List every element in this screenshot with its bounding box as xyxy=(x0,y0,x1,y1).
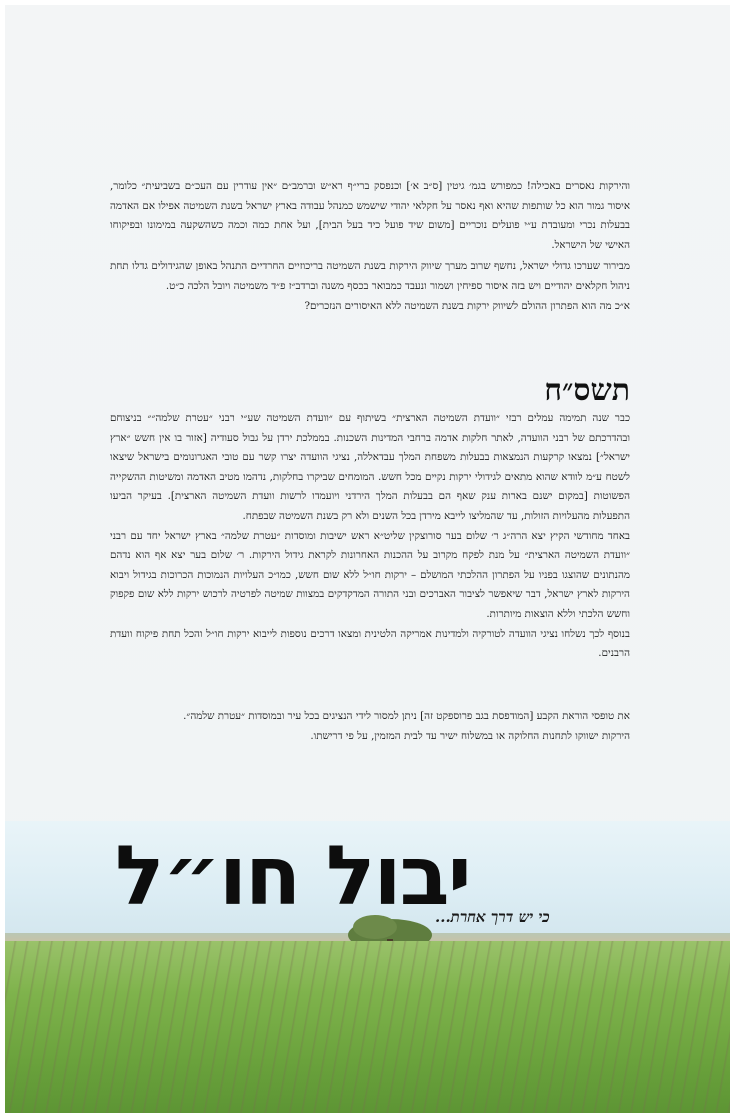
banner-tagline: כי יש דרך אחרת... xyxy=(435,908,550,926)
section-paragraph-1: כבר שנה תמימה עמלים רבזי ״וועדת השמיטה הארצית״ בשיתוף עם ״וועדת השמיטה שע״י רבני ״עטרת שלמה״״ בניצוחם ובהדרכתם של רבני הוועדה, לאתר חלקות אדמה ברחבי המדינות השכנות. בממלכת ירדן על גבול סעודיה [אזור בו אין חשש ״ארץ ישראל״] נמצאו קרקעות הנמצאות בבעלות משפחת המלך עבדאללה, נציגי הוועדה יצרו קשר עם טובי האגרונומים בישראל שיצאו לשטח ע״מ לוודא שהוא מתאים לגידולי ירקות נקיים מכל חשש. המומחים שביקרו בחלקות, נדהמו מטיב האדמה ומשיטות ההשקייה הפשוטות [במקום ישנם בארות ענק שאף הם בבעלות המלך הירדני ויועמדו לרשות וועדת השמיטה הארצית]. בעיקר הביעו התפעלות מהעלויות הזולות, עד שהמליצו לייבא מירדן בכל השנים ולא רק בשנת השמיטה שבפתח. xyxy=(110,412,630,522)
main-section xyxy=(110,373,630,664)
banner-title: יבול חו״ל xyxy=(115,829,470,924)
field-photo-banner xyxy=(5,821,730,1113)
closing-paragraph-1: את טופסי הוראת הקבע [המודפסת בגב פרוספקט זה] ניתן למסור לידי הנציגים בכל עיר ובמוסדות ״עטרת שלמה״. xyxy=(183,710,630,722)
section-title: תשס״ח xyxy=(544,373,630,408)
intro-section xyxy=(110,177,630,316)
intro-paragraph-3: א״כ מה הוא הפתרון ההולם לשיווק ירקות בשנת השמיטה ללא האיסורים הנזכרים? xyxy=(304,299,630,312)
section-paragraph-3: בנוסף לכך נשלחו נציגי הוועדה לטורקיה ולמדינות אמריקה הלטינית ומצאו דרכים נוספות לייבוא ירקות חו״ל והכל תחת פיקוח וועדת הרבנים. xyxy=(110,627,630,660)
intro-paragraph-1: והירקות נאסרים באכילה! כמפורש בגמ׳ גיטין [ס״ב א׳] וכנפסק ברי״ף רא״ש וברמב״ם ״אין עודרין עם העכ״ם בשביעית״ כלומר, איסור גמור הוא כל שותפות שהיא ואף נאסר על חקלאי יהודי שישמש כמנהל עבודה בארץ ישראל בשנת השמיטה אפילו אם האדמה בבעלות נכרי ומעובדת ע״י פועלים נוכריים [משום שיד פועל כיד בעל הבית], ועל אחת כמה וכמה כשהשקעה במימונו ובפיקוחו האישי של הישראל. xyxy=(110,180,630,251)
closing-paragraph-2: הירקות ישווקו לתחנות החלוקה או במשלוח ישיר עד לבית המזמין, על פי דרישתו. xyxy=(310,729,630,742)
intro-paragraph-2: מבירור שערכו גדולי ישראל, נחשף שרוב מערך שיווק הירקות בשנת השמיטה בריכוזיים החרדיים התנהל באופן שהגידולים גדלו תחת ניהול חקלאים יהודיים ויש בזה איסור ספיחין ושמור ונעבד כמבואר בכסף משנה וברדב״ז פ״ד משמיטה ויובל הלכה כ״ט. xyxy=(110,260,630,292)
closing-section xyxy=(110,707,630,746)
section-paragraph-2: באחד מחודשי הקיץ יצא הרה״ג ר׳ שלום בער סורוצקין שליט״א ראש ישיבות ומוסדות ״עטרת שלמה״ בארץ ישראל יחד עם רבני ״וועדת השמיטה הארצית״ על מנת לפקח מקרוב על ההכנות האחרונות לקראת גידול הירקות. ר׳ שלום בער יצא אף הוא נדהם מהנתונים שהוצגו בפניו על הפתרון ההלכתי המושלם – ירקות חו״ל ללא שום חשש, כמו״כ העלויות הנמוכות הכרוכות בגידול ויבוא הירקות לארץ ישראל, דבר שיאפשר לציבור האברכים ובני התורה המדקדקים במצוות שמיטה לפרטיה לרכוש ירקות ללא שום פקפוק וחשש הלכתי וללא הוצאות מיותרות. xyxy=(110,529,630,620)
document-sheet xyxy=(5,5,730,1113)
crop-rows xyxy=(5,941,730,1113)
